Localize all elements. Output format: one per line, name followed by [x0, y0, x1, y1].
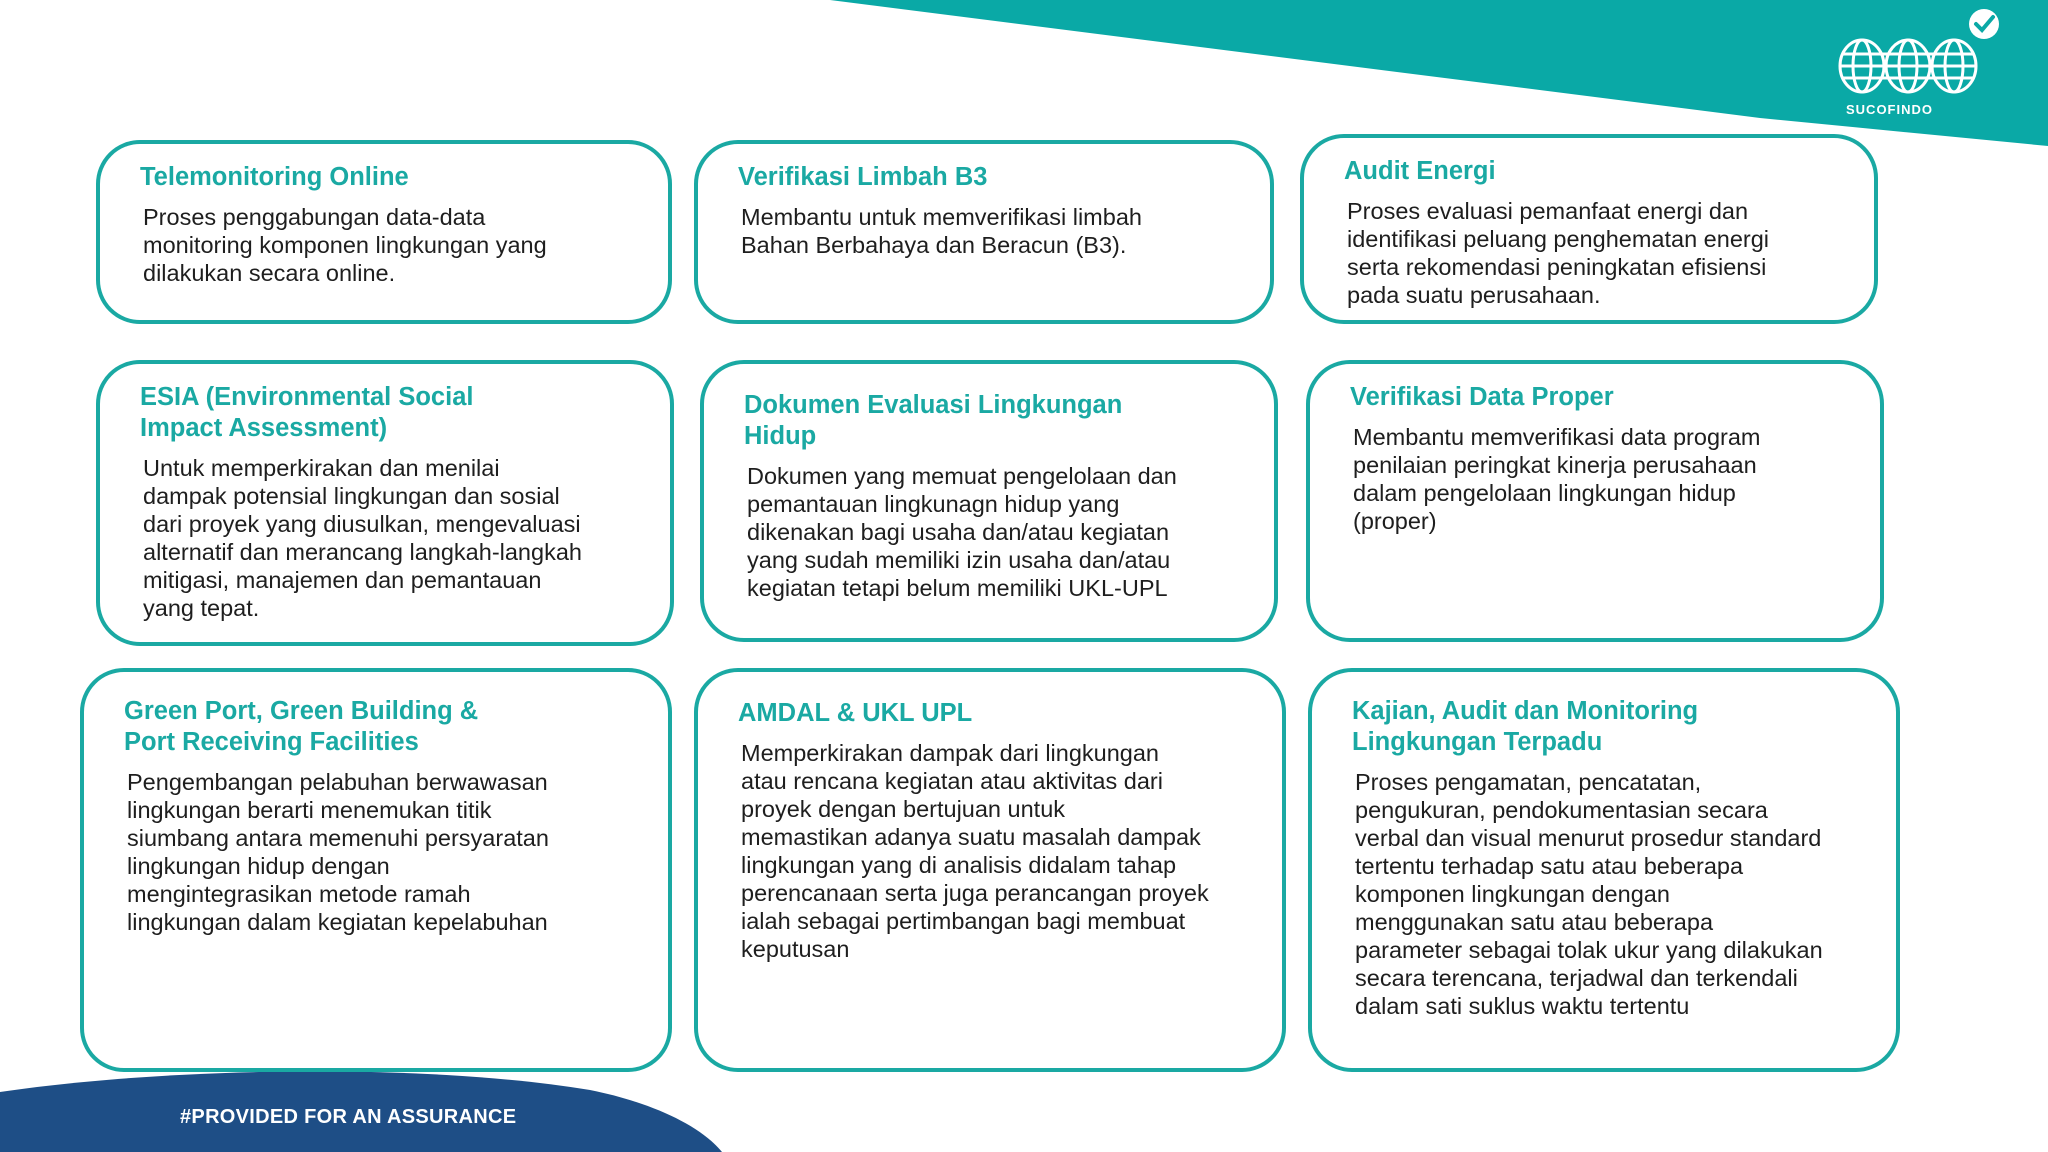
card-title: Kajian, Audit dan Monitoring Lingkungan Terpadu — [1352, 697, 1699, 756]
card-title: Verifikasi Data Proper — [1350, 383, 1614, 411]
card-title: Audit Energi — [1344, 157, 1496, 185]
card-description: Membantu memverifikasi data program penilaian peringkat kinerja perusahaan dalam pengelolaan lingkungan hidup (proper) — [1353, 424, 1761, 534]
card-description: Untuk memperkirakan dan menilai dampak potensial lingkungan dan sosial dari proyek yang diusulkan, mengevaluasi alternatif dan merancang langkah-langkah mitigasi, manajemen dan pemantauan yang tepat. — [143, 455, 582, 621]
card-verifikasi-limbah-b3 — [694, 140, 1274, 324]
card-title: Dokumen Evaluasi Lingkungan Hidup — [744, 391, 1123, 450]
card-esia — [96, 360, 674, 646]
card-verifikasi-data-proper — [1306, 360, 1884, 642]
card-description: Pengembangan pelabuhan berwawasan lingkungan berarti menemukan titik siumbang antara memenuhi persyaratan lingkungan hidup dengan mengintegrasikan metode ramah lingkungan dalam kegiatan kepelabuhan — [127, 769, 549, 935]
card-description: Proses penggabungan data-data monitoring komponen lingkungan yang dilakukan secara online. — [143, 204, 547, 286]
footer-tagline: #PROVIDED FOR AN ASSURANCE — [180, 1106, 517, 1128]
logo-wordmark: SUCOFINDO — [1846, 102, 1933, 117]
card-description: Proses pengamatan, pencatatan, pengukuran, pendokumentasian secara verbal dan visual menurut prosedur standard tertentu terhadap satu atau beberapa komponen lingkungan dengan menggunakan satu atau beberapa parameter sebagai tolak ukur yang dilakukan secara terencana, terjadwal dan terkendali dalam sati suklus waktu tertentu — [1355, 769, 1823, 1019]
card-kajian-audit-monitoring — [1308, 668, 1900, 1072]
card-description: Memperkirakan dampak dari lingkungan atau rencana kegiatan atau aktivitas dari proyek dengan bertujuan untuk memastikan adanya suatu masalah dampak lingkungan yang di analisis didalam tahap perencanaan serta juga perancangan proyek ialah sebagai pertimbangan bagi membuat keputusan — [741, 740, 1209, 962]
card-green-port-green-building — [80, 668, 672, 1072]
card-title: Verifikasi Limbah B3 — [738, 163, 988, 191]
card-title: Telemonitoring Online — [140, 163, 409, 191]
card-telemonitoring-online — [96, 140, 672, 324]
card-dokumen-evaluasi-lingkungan-hidup — [700, 360, 1278, 642]
card-title: ESIA (Environmental Social Impact Assessment) — [140, 383, 474, 442]
card-audit-energi — [1300, 134, 1878, 324]
card-description: Dokumen yang memuat pengelolaan dan pemantauan lingkunagn hidup yang dikenakan bagi usaha dan/atau kegiatan yang sudah memiliki izin usaha dan/atau kegiatan tetapi belum memiliki UKL-UPL — [747, 463, 1177, 601]
card-title: Green Port, Green Building & Port Receiving Facilities — [124, 697, 479, 756]
card-description: Membantu untuk memverifikasi limbah Bahan Berbahaya dan Beracun (B3). — [741, 204, 1142, 258]
card-amdal-ukl-upl — [694, 668, 1286, 1072]
card-title: AMDAL & UKL UPL — [738, 699, 973, 727]
card-description: Proses evaluasi pemanfaat energi dan identifikasi peluang penghematan energi serta rekomendasi peningkatan efisiensi pada suatu perusahaan. — [1347, 198, 1770, 308]
